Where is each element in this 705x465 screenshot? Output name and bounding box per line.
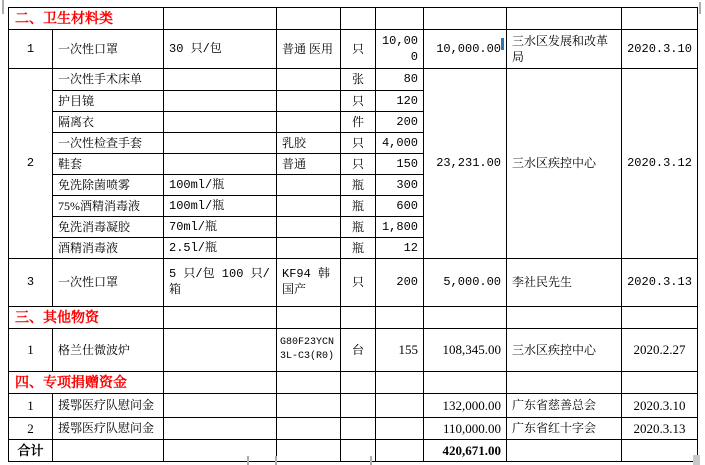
cell-unit: 只 [341,153,376,174]
cell-item-name: 格兰仕微波炉 [53,328,164,371]
cell-date: 2020.2.27 [622,328,698,371]
donation-table [8,7,698,462]
cell-item-name: 援鄂医疗队慰问金 [53,393,164,417]
cell-qty: 80 [376,68,424,90]
empty-cell [376,306,424,328]
cell-model [277,174,341,195]
empty-cell [164,8,277,30]
cell-qty: 12 [376,237,424,258]
empty-cell [277,371,341,393]
section-title: 三、其他物资 [9,306,164,328]
empty-cell [507,8,622,30]
table-row [9,393,698,417]
cell-item-name: 一次性口罩 [53,29,164,68]
cell-seq: 1 [9,393,53,417]
cell-unit: 瓶 [341,237,376,258]
empty-cell [424,306,507,328]
section-header-row-3 [9,306,698,328]
cell-model: G80F23YCN 3L-C3(R0) [277,328,341,371]
section-header-row-4 [9,371,698,393]
cell-model: 普通 医用 [277,29,341,68]
edge-artifact [275,456,277,465]
cell-qty: 120 [376,90,424,111]
cell-spec [164,68,277,90]
cell-qty: 200 [376,258,424,306]
cell-seq: 1 [9,328,53,371]
cell-recipient: 三水区发展和改革局 [507,29,622,68]
empty-cell [164,306,277,328]
cell-amount: 5,000.00 [424,258,507,306]
cell-recipient: 三水区疾控中心 [507,328,622,371]
empty-cell [622,306,698,328]
cell-spec [164,111,277,132]
cell-unit: 件 [341,111,376,132]
empty-cell [376,371,424,393]
cell-amount: 108,345.00 [424,328,507,371]
cell-unit: 只 [341,90,376,111]
cell-unit: 瓶 [341,216,376,237]
cell-date: 2020.3.13 [622,417,698,439]
cell-spec [164,90,277,111]
section-title: 四、专项捐赠资金 [9,371,164,393]
cell-qty: 600 [376,195,424,216]
edge-artifact [501,38,504,50]
cell-item-name: 免洗消毒凝胶 [53,216,164,237]
cell-model [277,216,341,237]
cell-model: KF94 韩国产 [277,258,341,306]
edge-artifact [699,2,701,14]
cell-seq: 1 [9,29,53,68]
cell-qty [376,393,424,417]
cell-unit: 瓶 [341,195,376,216]
cell-qty [376,417,424,439]
total-label: 合计 [9,439,53,461]
empty-cell [341,306,376,328]
cell-qty: 10,000 [376,29,424,68]
cell-qty: 300 [376,174,424,195]
cell-recipient: 三水区疾控中心 [507,68,622,258]
cell-model [277,393,341,417]
edge-artifact [247,456,249,465]
cell-amount: 110,000.00 [424,417,507,439]
cell-unit: 只 [341,258,376,306]
cell-unit [341,393,376,417]
cell-model [277,417,341,439]
empty-cell [53,439,164,461]
cell-date: 2020.3.13 [622,258,698,306]
cell-unit: 只 [341,29,376,68]
cell-date: 2020.3.10 [622,29,698,68]
cell-item-name: 一次性口罩 [53,258,164,306]
cell-date: 2020.3.12 [622,68,698,258]
cell-model [277,90,341,111]
cell-item-name: 免洗除菌喷雾 [53,174,164,195]
donation-table-sheet [8,7,698,462]
cell-date: 2020.3.10 [622,393,698,417]
cell-unit: 台 [341,328,376,371]
cell-seq: 2 [9,417,53,439]
cell-item-name: 隔离衣 [53,111,164,132]
cell-amount: 10,000.00 [424,29,507,68]
cell-spec [164,328,277,371]
empty-cell [277,8,341,30]
cell-item-name: 75%酒精消毒液 [53,195,164,216]
cell-spec: 30 只/包 [164,29,277,68]
edge-artifact [2,0,4,14]
cell-item-name: 援鄂医疗队慰问金 [53,417,164,439]
cell-item-name: 一次性手术床单 [53,68,164,90]
cell-item-name: 鞋套 [53,153,164,174]
table-row [9,328,698,371]
cell-unit: 只 [341,132,376,153]
empty-cell [164,371,277,393]
cell-qty: 200 [376,111,424,132]
cell-qty: 4,000 [376,132,424,153]
cell-model [277,195,341,216]
cell-qty: 155 [376,328,424,371]
edge-artifact [693,455,700,465]
empty-cell [424,8,507,30]
table-row [9,68,698,90]
cell-amount: 132,000.00 [424,393,507,417]
table-row [9,29,698,68]
table-row [9,417,698,439]
cell-qty: 1,800 [376,216,424,237]
cell-seq: 2 [9,68,53,258]
empty-cell [341,8,376,30]
total-amount: 420,671.00 [424,439,507,461]
empty-cell [507,371,622,393]
empty-cell [622,371,698,393]
cell-model: 普通 [277,153,341,174]
edge-artifact [370,456,372,465]
empty-cell [622,439,698,461]
cell-spec [164,153,277,174]
cell-spec: 2.5l/瓶 [164,237,277,258]
empty-cell [507,306,622,328]
cell-spec [164,132,277,153]
cell-spec [164,417,277,439]
empty-cell [164,439,277,461]
cell-model [277,68,341,90]
cell-item-name: 护目镜 [53,90,164,111]
cell-seq: 3 [9,258,53,306]
table-row [9,258,698,306]
empty-cell [376,439,424,461]
cell-qty: 150 [376,153,424,174]
cell-amount: 23,231.00 [424,68,507,258]
cell-recipient: 广东省红十字会 [507,417,622,439]
total-row [9,439,698,461]
section-title: 二、卫生材料类 [9,8,164,30]
cell-recipient: 广东省慈善总会 [507,393,622,417]
empty-cell [277,306,341,328]
cell-model [277,237,341,258]
empty-cell [341,371,376,393]
cell-spec: 70ml/瓶 [164,216,277,237]
cell-spec [164,393,277,417]
cell-model [277,111,341,132]
cell-unit [341,417,376,439]
cell-unit: 张 [341,68,376,90]
cell-recipient: 李社民先生 [507,258,622,306]
empty-cell [622,8,698,30]
cell-spec: 100ml/瓶 [164,174,277,195]
cell-item-name: 酒精消毒液 [53,237,164,258]
empty-cell [277,439,341,461]
cell-spec: 5 只/包 100 只/箱 [164,258,277,306]
empty-cell [424,371,507,393]
cell-model: 乳胶 [277,132,341,153]
cell-item-name: 一次性检查手套 [53,132,164,153]
cell-unit: 瓶 [341,174,376,195]
empty-cell [507,439,622,461]
cell-spec: 100ml/瓶 [164,195,277,216]
empty-cell [376,8,424,30]
section-header-row-2 [9,8,698,30]
